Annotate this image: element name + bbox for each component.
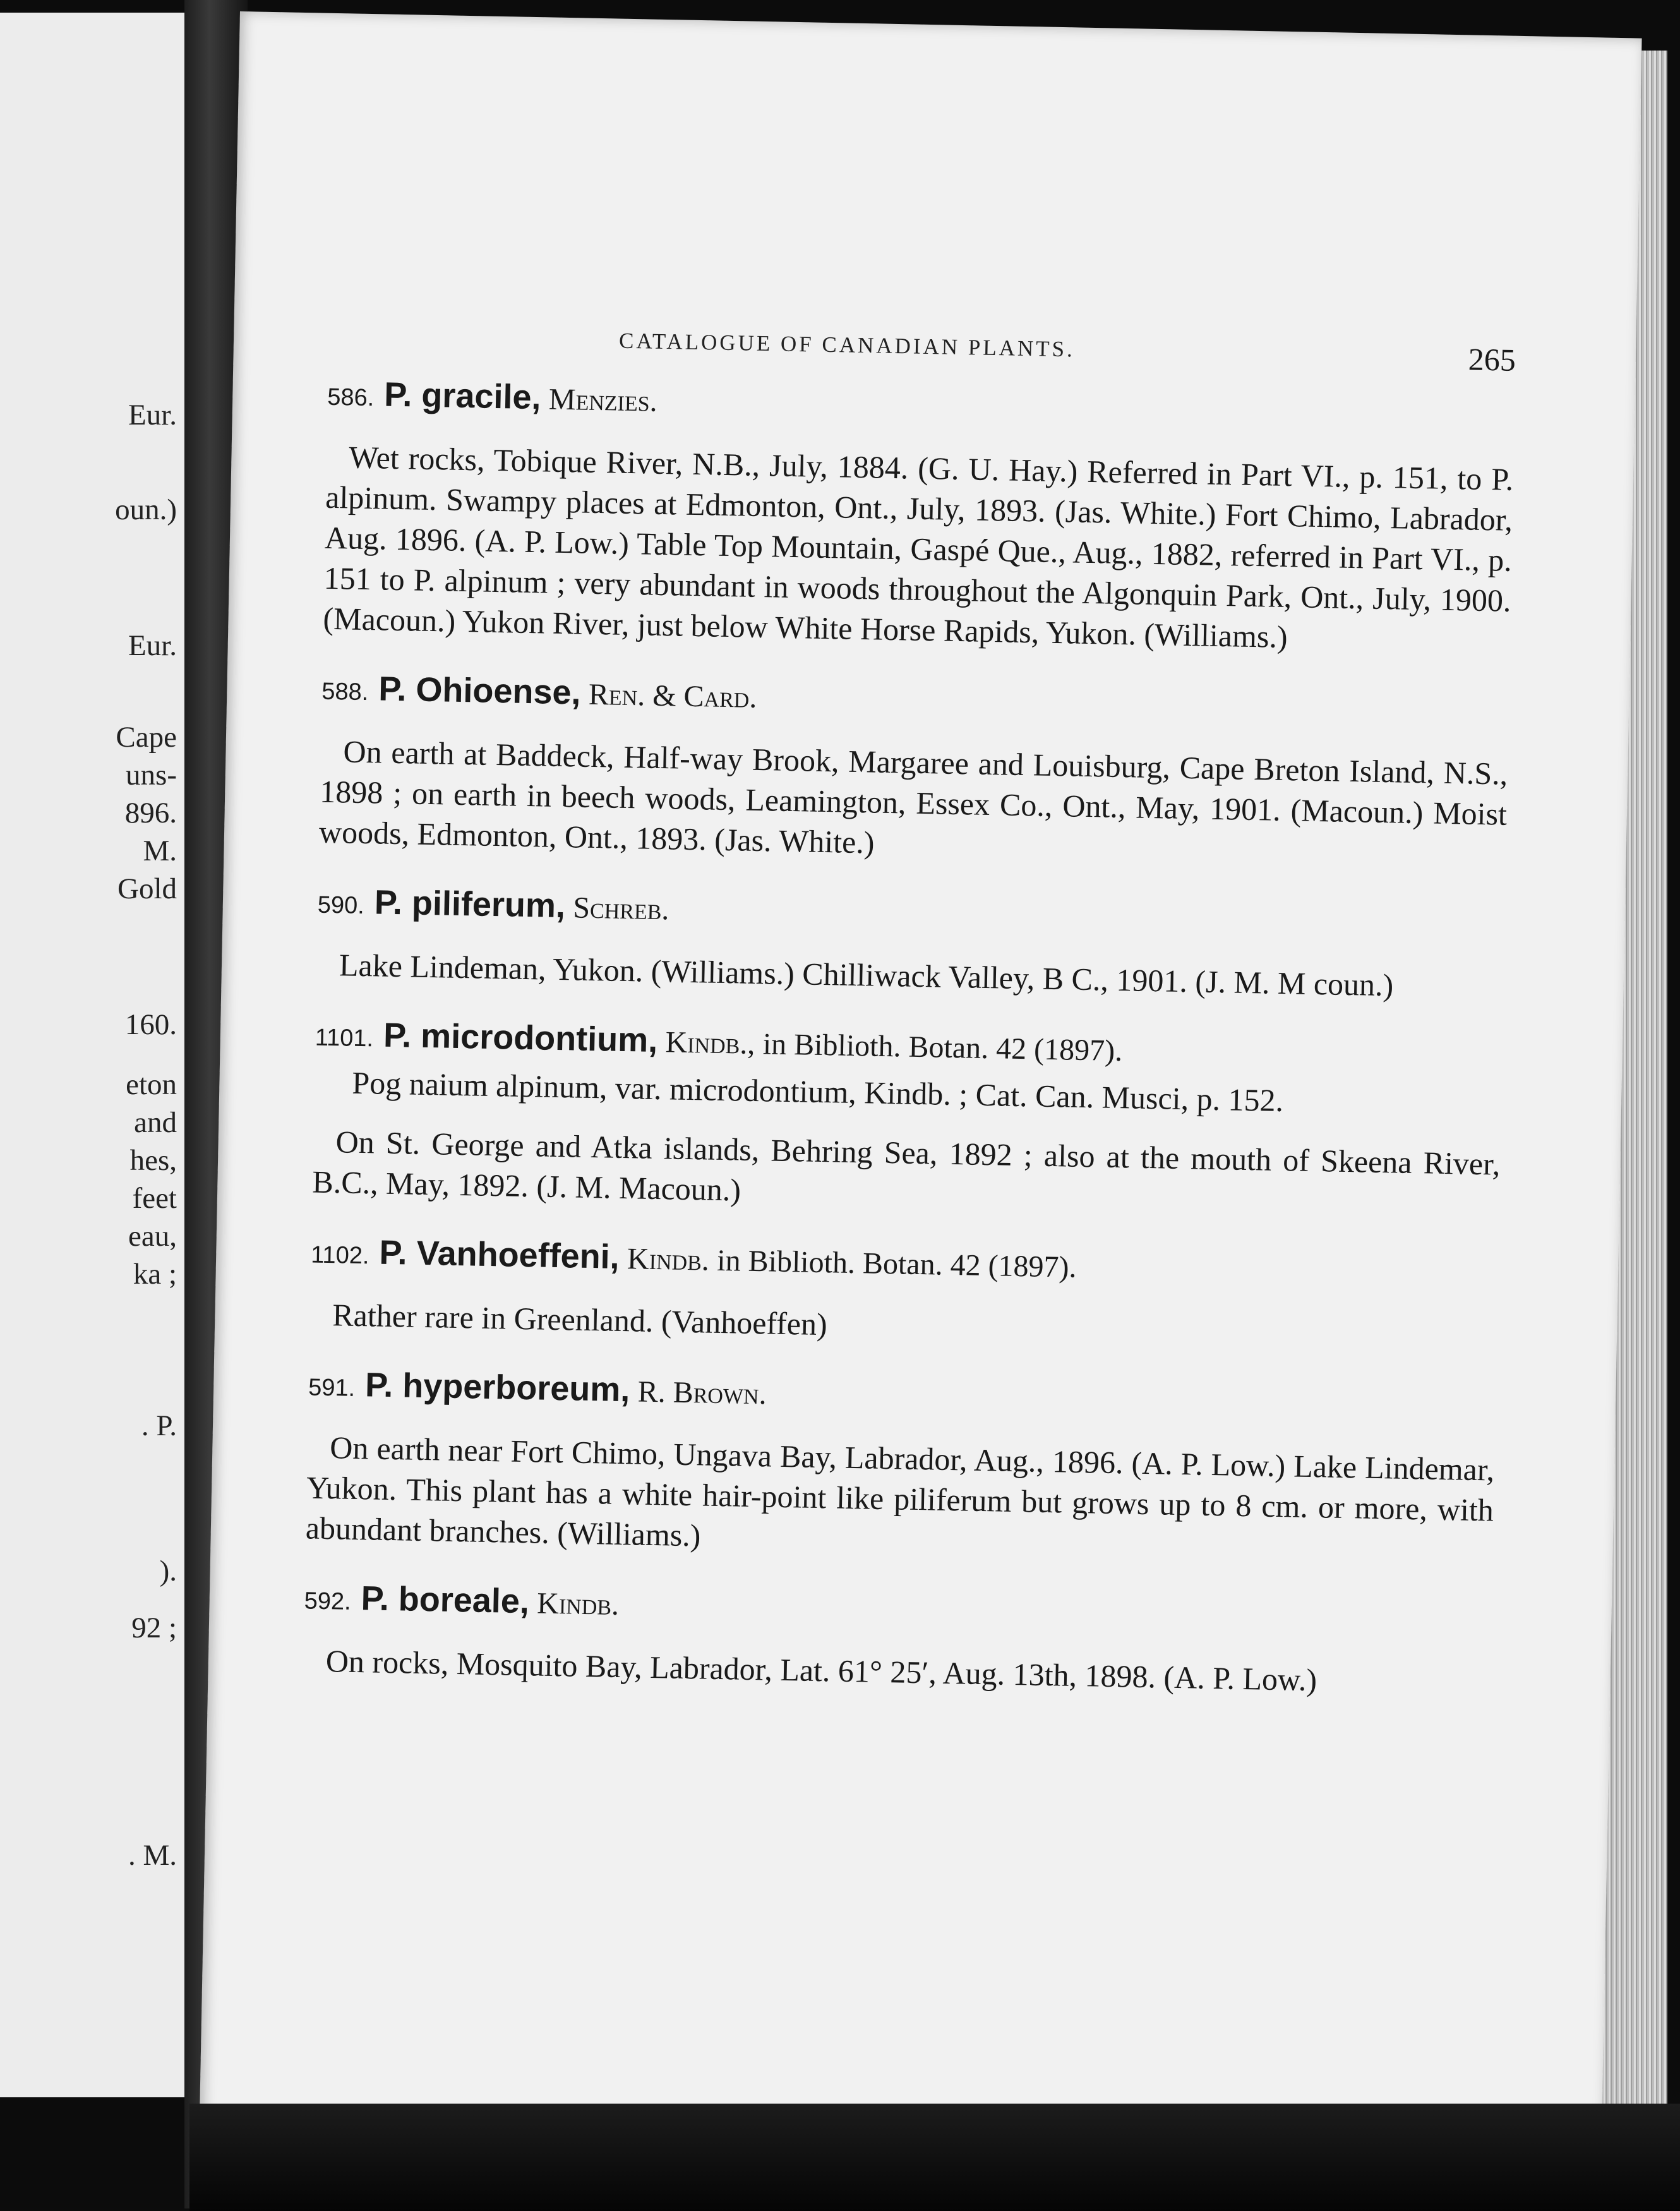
- entry: [305, 1363, 1496, 1570]
- entry-number: 591.: [308, 1374, 356, 1402]
- entry-text: On rocks, Mosquito Bay, Labrador, Lat. 61° 25′, Aug. 13th, 1898. (A. P. Low.): [325, 1643, 1317, 1698]
- left-fragment: ).: [159, 1555, 177, 1587]
- left-fragment: feet: [132, 1182, 177, 1215]
- page-number: 265: [1468, 341, 1516, 378]
- citation: in Biblioth. Botan. 42 (1897).: [716, 1243, 1077, 1284]
- left-fragment: oun.): [115, 493, 177, 526]
- authority: Ren. & Card.: [588, 677, 757, 714]
- species-name: P. microdontium,: [383, 1016, 658, 1059]
- entry-text: Wet rocks, Tobique River, N.B., July, 1884. (G. U. Hay.) Referred in Part VI., p. 151, to P. alpinum. Swampy places at Edmonton, Ont., July, 1893. (Jas. White.) Fort Chimo, Labrador, Aug. 1896. (A. P. Low.) Table Top Mountain, Gaspé Que., Aug., 1882, referred in Part VI., p. 151 to P. alpinum ; very abundant in woods throughout the Algonquin Park, Ont., July, 1900. (Macoun.) Yukon River, just below White Horse Rapids, Yukon. (Williams.): [323, 439, 1514, 655]
- species-name: P. gracile,: [383, 375, 542, 417]
- left-facing-page: [0, 13, 184, 2097]
- entry-number: 592.: [304, 1587, 352, 1615]
- species-name: P. boreale,: [361, 1579, 530, 1621]
- authority: Schreb.: [572, 891, 669, 927]
- left-fragment: 92 ;: [131, 1612, 177, 1644]
- entry: [316, 881, 1505, 1008]
- authority: Menzies.: [548, 382, 658, 418]
- left-fragment: eau,: [128, 1220, 177, 1253]
- left-fragment: ka ;: [133, 1258, 177, 1291]
- running-title: CATALOGUE OF CANADIAN PLANTS.: [618, 328, 1076, 362]
- entry-number: 1101.: [315, 1024, 374, 1052]
- left-fragment: uns-: [126, 759, 177, 792]
- citation: in Biblioth. Botan. 42 (1897).: [762, 1027, 1123, 1068]
- synonymy: Pog naium alpinum, var. microdontium, Kindb. ; Cat. Can. Musci, p. 152.: [351, 1064, 1284, 1119]
- entry: [309, 1231, 1499, 1358]
- left-fragment: . P.: [141, 1409, 177, 1442]
- entry-heading: [304, 1577, 1492, 1644]
- entry-number: 586.: [327, 383, 375, 412]
- authority: Kindb.: [536, 1586, 620, 1622]
- entry-number: 590.: [317, 891, 365, 920]
- left-fragment: Eur.: [128, 399, 177, 431]
- entry-text: Rather rare in Greenland. (Vanhoeffen): [332, 1297, 828, 1342]
- entry-text: Lake Lindeman, Yukon. (Williams.) Chilliwack Valley, B C., 1901. (J. M. M coun.): [339, 947, 1394, 1003]
- species-name: P. Ohioense,: [378, 670, 582, 712]
- main-page: [199, 11, 1641, 2160]
- species-name: P. hyperboreum,: [364, 1366, 630, 1409]
- authority: Kindb.: [627, 1242, 710, 1277]
- left-fragment: hes,: [129, 1144, 177, 1177]
- entry-heading: [311, 1231, 1499, 1298]
- entry-heading: [317, 881, 1505, 948]
- left-fragment: M.: [143, 834, 177, 867]
- entry-heading: [321, 668, 1509, 735]
- left-fragment: 896.: [124, 797, 177, 829]
- content: [302, 373, 1515, 1733]
- entry-text: On St. George and Atka islands, Behring Sea, 1892 ; also at the mouth of Skeena River, B.C., May, 1892. (J. M. Macoun.): [311, 1124, 1501, 1208]
- left-fragment: eton: [126, 1068, 177, 1101]
- entry: [323, 373, 1515, 661]
- species-name: P. Vanhoeffeni,: [379, 1233, 620, 1276]
- left-fragment: 160.: [124, 1008, 177, 1041]
- left-fragment: Eur.: [128, 629, 177, 662]
- entry-number: 588.: [321, 678, 369, 706]
- entry-heading: [308, 1363, 1496, 1430]
- entry-text: On earth at Baddeck, Half-way Brook, Margaree and Louisburg, Cape Breton Island, N.S., 1898 ; on earth in beech woods, Leamington, Essex Co., Ont., May, 1901. (Macoun.) Moist woods, Edmonton, Ont., 1893. (Jas. White.): [318, 733, 1508, 860]
- left-fragment: and: [134, 1106, 177, 1139]
- authority: Kindb.,: [665, 1025, 755, 1061]
- entry-text: On earth near Fort Chimo, Ungava Bay, Labrador, Aug., 1896. (A. P. Low.) Lake Lindemar, Yukon. This plant has a white hair-point like piliferum but grows up to 8 cm. or more, with abundant branches. (Williams.): [305, 1430, 1495, 1553]
- authority: R. Brown.: [637, 1375, 767, 1411]
- left-fragment: . M.: [128, 1839, 177, 1872]
- bottom-shadow: [189, 2104, 1680, 2211]
- entry: [303, 1577, 1492, 1703]
- entry: [312, 1014, 1503, 1225]
- left-fragment: Cape: [116, 721, 177, 754]
- entry: [318, 668, 1509, 875]
- entry-number: 1102.: [310, 1241, 369, 1270]
- left-fragment: Gold: [117, 872, 177, 905]
- species-name: P. piliferum,: [374, 883, 566, 925]
